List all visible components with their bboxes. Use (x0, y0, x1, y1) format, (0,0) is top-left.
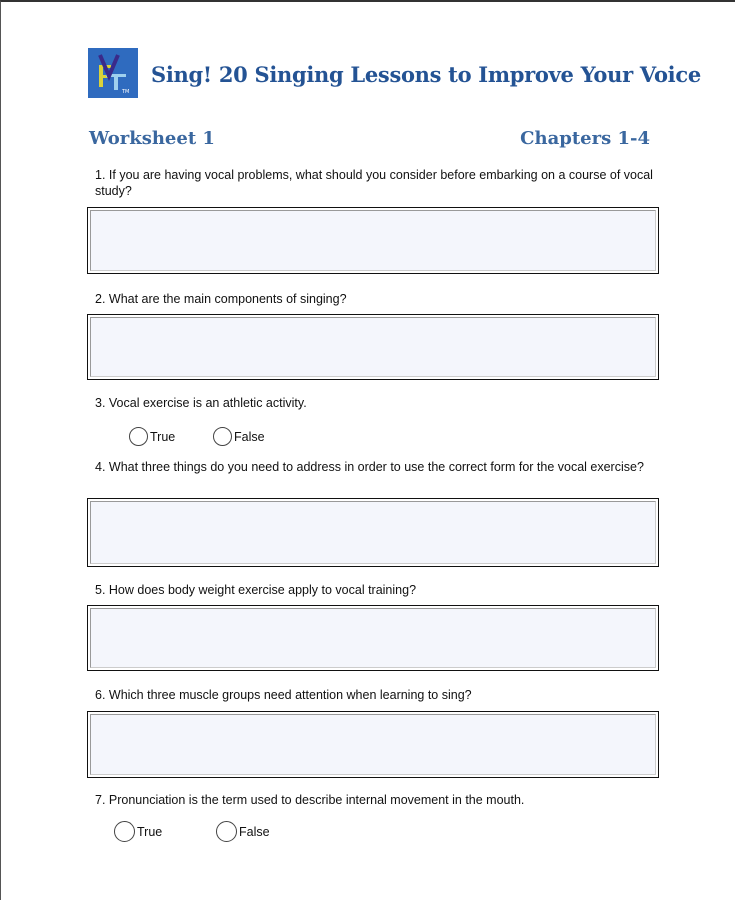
q7-true-radio[interactable] (114, 821, 162, 842)
question-4: 4. What three things do you need to address in order to use the correct form for the vocal exercise? (95, 460, 644, 474)
answer-field-6[interactable] (87, 711, 659, 778)
svg-text:TM: TM (122, 89, 130, 95)
answer-field-4[interactable] (87, 498, 659, 567)
question-1: 1. If you are having vocal problems, what should you consider before embarking on a course of vocal study? (95, 168, 653, 198)
radio-circle-icon (129, 427, 148, 446)
q3-true-radio[interactable] (129, 427, 175, 446)
answer-field-5[interactable] (87, 605, 659, 671)
radio-label: True (137, 824, 163, 839)
radio-label: True (150, 429, 176, 444)
q3-false-radio[interactable] (213, 427, 265, 446)
radio-circle-icon (216, 821, 237, 842)
chapters-heading: Chapters 1-4 (520, 128, 650, 149)
vft-logo (88, 48, 138, 98)
worksheet-heading: Worksheet 1 (89, 128, 215, 149)
q7-false-radio[interactable] (216, 821, 270, 842)
question-6: 6. Which three muscle groups need attention when learning to sing? (95, 688, 472, 702)
document-title: Sing! 20 Singing Lessons to Improve Your Voice (151, 62, 701, 87)
question-5: 5. How does body weight exercise apply to vocal training? (95, 583, 417, 597)
radio-label: False (234, 429, 265, 444)
radio-circle-icon (213, 427, 232, 446)
radio-label: False (239, 824, 270, 839)
answer-field-1[interactable] (87, 207, 659, 274)
question-2: 2. What are the main components of singing? (95, 292, 347, 306)
question-7: 7. Pronunciation is the term used to describe internal movement in the mouth. (95, 793, 525, 807)
question-3: 3. Vocal exercise is an athletic activity. (95, 396, 307, 410)
answer-field-2[interactable] (87, 314, 659, 380)
radio-circle-icon (114, 821, 135, 842)
